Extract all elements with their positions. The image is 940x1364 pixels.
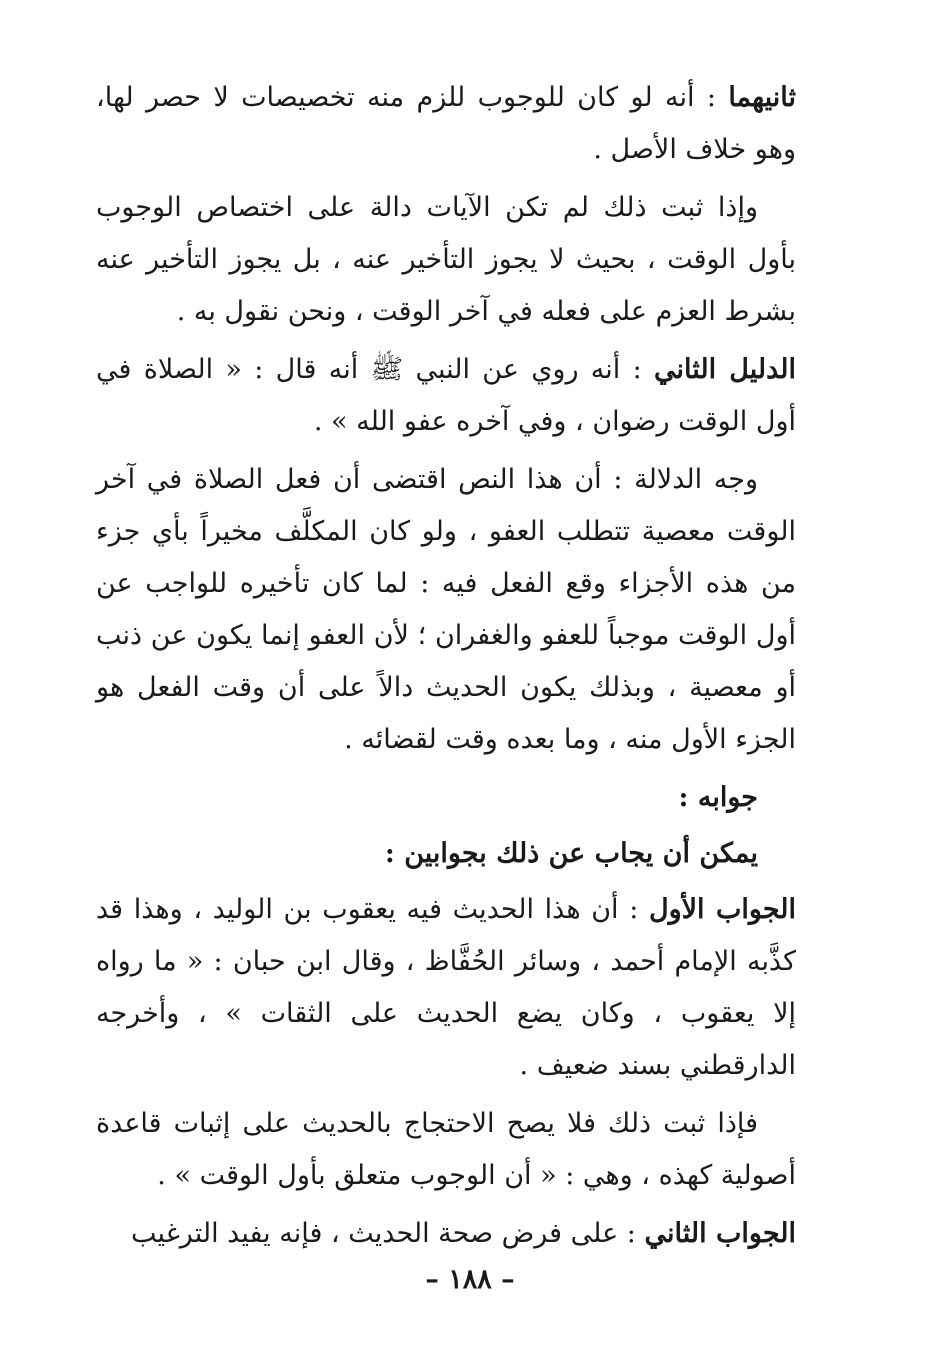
paragraph-text: وجه الدلالة : أن هذا النص اقتضى أن فعل الصلاة في آخر الوقت معصية تتطلب العفو ، ولو كان المكلَّف مخيراً بأي جزء من هذه الأجزاء وقع الفعل فيه : لما كان تأخيره للواجب عن أول الوقت موجباً للعفو والغفران ؛ لأن العفو إنما يكون عن ذنب أو معصية ، وبذلك يكون الحديث دالاً على أن وقت الفعل هو الجزء الأول منه ، وما بعده وقت لقضائه . [96, 464, 796, 755]
paragraph-text: وإذا ثبت ذلك لم تكن الآيات دالة على اختصاص الوجوب بأول الوقت ، بحيث لا يجوز التأخير عنه ، بل يجوز التأخير عنه بشرط العزم على فعله في آخر الوقت ، ونحن نقول به . [96, 192, 796, 327]
paragraph-lead: الجواب الأول [648, 894, 796, 925]
answer-intro: يمكن أن يجاب عن ذلك بجوابين : [384, 838, 758, 869]
paragraph-text: : أنه روي عن النبي ﷺ أنه قال : « الصلاة في أول الوقت رضوان ، وفي آخره عفو الله » . [96, 354, 796, 437]
paragraph-second-argument [96, 72, 796, 176]
paragraph-lead: الجواب الثاني [644, 1218, 796, 1249]
paragraph-second-evidence [96, 344, 796, 448]
paragraph-text: فإذا ثبت ذلك فلا يصح الاحتجاج بالحديث على إثبات قاعدة أصولية كهذه ، وهي : « أن الوجوب متعلق بأول الوقت » . [96, 1108, 796, 1191]
paragraph-conclusion-verses [96, 182, 796, 338]
paragraph-evidence-aspect [96, 454, 796, 766]
paragraph-text: : على فرض صحة الحديث ، فإنه يفيد الترغيب [131, 1218, 645, 1249]
paragraph-first-answer-conclusion [96, 1098, 796, 1202]
page-body [96, 72, 796, 1266]
paragraph-second-answer [96, 1208, 796, 1260]
paragraph-text: : أنه لو كان للوجوب للزم منه تخصيصات لا حصر لها، وهو خلاف الأصل . [96, 82, 796, 165]
paragraph-lead: الدليل الثاني [654, 354, 797, 385]
answer-heading: جوابه : [678, 782, 758, 813]
page-number [0, 1264, 940, 1295]
paragraph-text: : أن هذا الحديث فيه يعقوب بن الوليد ، وهذا قد كذَّبه الإمام أحمد ، وسائر الحُفَّاظ ، وقال ابن حبان : « ما رواه إلا يعقوب ، وكان يضع الحديث على الثقات » ، وأخرجه الدارقطني بسند ضعيف . [96, 894, 796, 1081]
page-number-text: – ١٨٨ – [425, 1264, 515, 1295]
paragraph-first-answer [96, 884, 796, 1092]
paragraph-lead: ثانيهما [728, 82, 796, 113]
